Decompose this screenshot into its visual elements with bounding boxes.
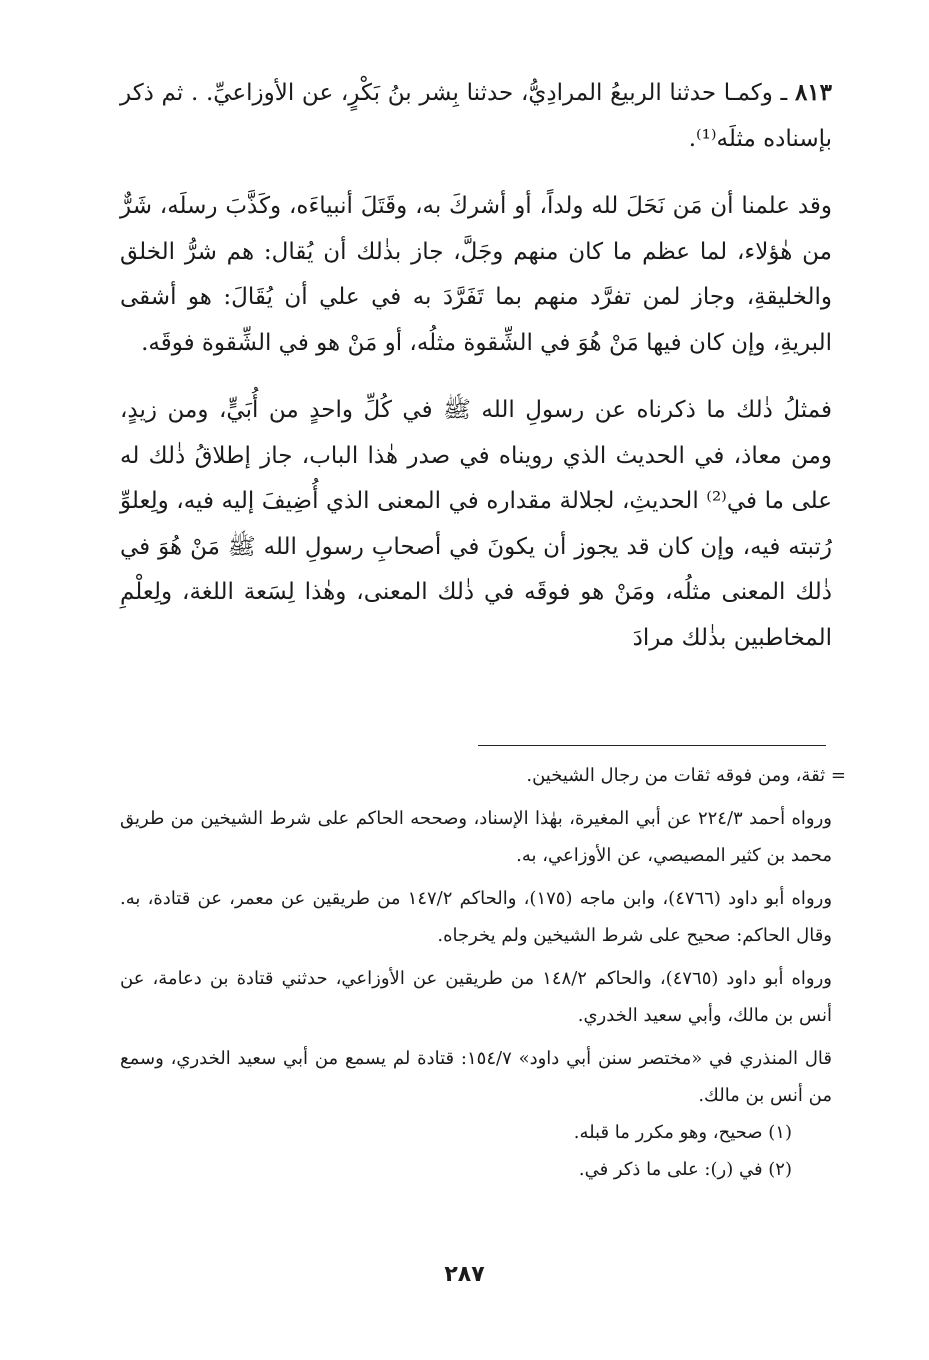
footnote-paragraph: ورواه أبو داود (٤٧٦٥)، والحاكم ١٤٨/٢ من طريقين عن الأوزاعي، حدثني قتادة بن دعامة، عن أنس بن مالك، وأبي سعيد الخدري. <box>120 968 833 1026</box>
footnote-continuation: = ثقة، ومن فوقه ثقات من رجال الشيخين. <box>526 765 846 786</box>
paragraph: وقد علمنا أن مَن نَحَلَ لله ولداً، أو أشركَ به، وقَتَلَ أنبياءَه، وكَذَّبَ رسلَه، شَرٌّ من هٰؤلاء، لما عظم ما كان منهم وجَلَّ، جاز بذٰلك أن يُقال: هم شرُّ الخلق والخليقةِ، وجاز لمن تفرَّد منهم بما تَفَرَّدَ به في علي أن يُقَالَ: هو أشقى البريةِ، وإن كان فيها مَنْ هُوَ في الشِّقوة مثلُه، أو مَنْ هو في الشِّقوة فوقَه. <box>120 193 832 356</box>
paragraph: فمثلُ ذٰلك ما ذكرناه عن رسولِ الله ﷺ في كُلِّ واحدٍ من أُبَيٍّ، ومن زيدٍ، ومن معاذ، في الحديث الذي رويناه في صدر هٰذا الباب، جاز إطلاقُ ذٰلك له على ما في⁽²⁾ الحديثِ، لجلالة مقداره في المعنى الذي أُضِيفَ إليه فيه، ولِعلوِّ رُتبته فيه، وإن كان قد يجوز أن يكونَ في أصحابِ رسولِ الله ﷺ مَنْ هُوَ في ذٰلك المعنى مثلُه، ومَنْ هو فوقَه في ذٰلك المعنى، وهٰذا لِسَعة اللغة، ولِعلْمِ المخاطبين بذٰلك مرادَ <box>120 397 832 651</box>
page-number: ٢٨٧ <box>444 1262 485 1287</box>
footnote-2: (٢) في (ر): على ما ذكر في. <box>578 1159 792 1180</box>
footnote-separator <box>478 745 826 746</box>
footnotes <box>120 757 846 1188</box>
main-text <box>120 70 832 661</box>
footnote-paragraph: ورواه أحمد ٢٢٤/٣ عن أبي المغيرة، بهٰذا الإسناد، وصححه الحاكم على شرط الشيخين من طريق محمد بن كثير المصيصي، عن الأوزاعي، به. <box>120 808 833 866</box>
footnote-1: (١) صحيح، وهو مكرر ما قبله. <box>573 1122 792 1143</box>
paragraph-text: ـ وكمـا حدثنا الربيعُ المرادِيُّ، حدثنا بِشر بنُ بَكْرٍ، عن الأوزاعيِّ. . ثم ذكر بإسناده مثلَه⁽¹⁾. <box>120 80 832 152</box>
hadith-number: ٨١٣ <box>794 79 833 106</box>
footnote-paragraph: قال المنذري في «مختصر سنن أبي داود» ١٥٤/٧: قتادة لم يسمع من أبي سعيد الخدري، وسمع من أنس بن مالك. <box>120 1048 833 1106</box>
paragraph-813 <box>120 70 832 162</box>
footnote-paragraph: ورواه أبو داود (٤٧٦٦)، وابن ماجه (١٧٥)، والحاكم ١٤٧/٢ من طريقين عن معمر، عن قتادة، به. وقال الحاكم: صحيح على شرط الشيخين ولم يخرجاه. <box>120 888 833 946</box>
